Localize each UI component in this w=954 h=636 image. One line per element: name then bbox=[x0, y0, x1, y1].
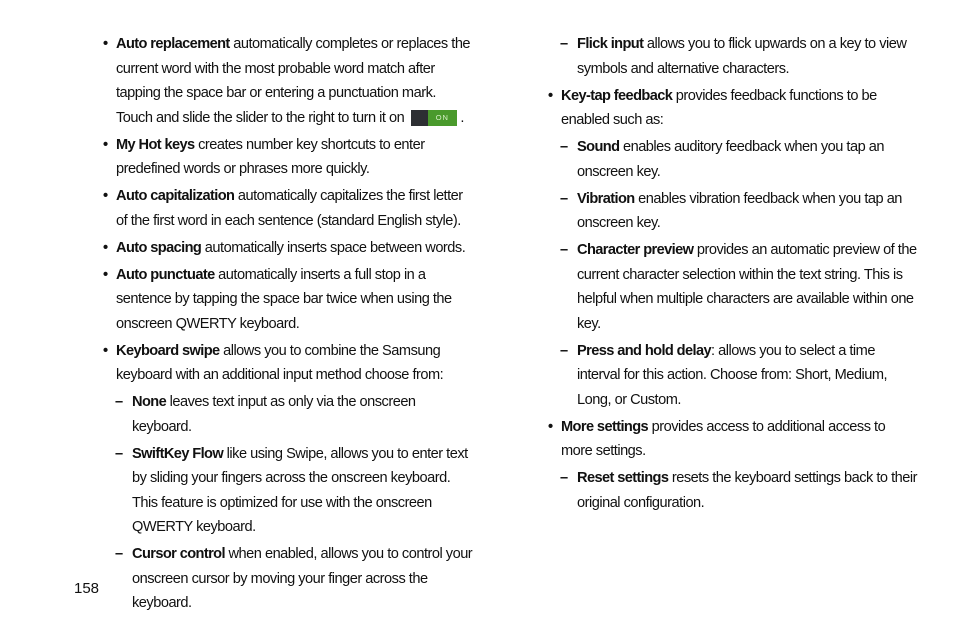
item-term: My Hot keys bbox=[116, 136, 195, 153]
sub-list-item bbox=[548, 238, 918, 336]
list-item bbox=[548, 415, 918, 464]
list-item bbox=[103, 32, 473, 130]
page-number: 158 bbox=[74, 580, 100, 597]
sub-list-item bbox=[103, 442, 473, 540]
item-term: Auto spacing bbox=[116, 239, 202, 256]
sub-list-item bbox=[103, 390, 473, 439]
right-column bbox=[548, 32, 918, 518]
item-term: Auto replacement bbox=[116, 36, 230, 52]
item-term: Cursor control bbox=[132, 546, 225, 562]
item-term: Character preview bbox=[577, 242, 694, 258]
item-text: provides access to additional access to more settings. bbox=[561, 418, 886, 459]
item-term: Press and hold delay bbox=[577, 342, 711, 359]
list-item bbox=[103, 133, 473, 182]
item-term: Reset settings bbox=[577, 470, 669, 486]
sub-list-item bbox=[103, 542, 473, 616]
item-term: Vibration bbox=[577, 190, 635, 207]
item-text: creates number key shortcuts to enter predefined words or phrases more quickly. bbox=[116, 136, 425, 177]
left-column bbox=[103, 32, 473, 618]
item-text: like using Swipe, allows you to enter text by sliding your fingers across the onscreen keyboard. This feature is optimized for use with the onscreen QWERTY keyboard. bbox=[132, 445, 468, 535]
item-text: automatically inserts space between words. bbox=[201, 239, 466, 256]
item-text: allows you to flick upwards on a key to view symbols and alternative characters. bbox=[577, 36, 907, 77]
item-text: resets the keyboard settings back to their original configuration. bbox=[577, 470, 917, 511]
item-term: None bbox=[132, 394, 167, 410]
sub-list-item bbox=[548, 339, 918, 413]
item-text: : allows you to select a time interval for this action. Choose from: Short, Medium, Long, or Custom. bbox=[577, 342, 888, 408]
toggle-label: ON bbox=[428, 110, 457, 126]
item-text: automatically capitalizes the first letter of the first word in each sentence (standard English style). bbox=[116, 188, 463, 229]
item-text: automatically inserts a full stop in a sentence by tapping the space bar twice when using the onscreen QWERTY keyboard. bbox=[116, 266, 452, 332]
sub-list-item bbox=[548, 187, 918, 236]
item-text: provides feedback functions to be enabled such as: bbox=[561, 87, 877, 128]
item-text: provides an automatic preview of the current character selection within the text string. This is helpful when multiple characters are available within one key. bbox=[577, 242, 917, 332]
on-toggle-icon bbox=[411, 110, 457, 126]
item-term: Flick input bbox=[577, 36, 644, 52]
item-term: Auto capitalization bbox=[116, 188, 235, 204]
sub-list-item bbox=[548, 32, 918, 81]
item-term: Keyboard swipe bbox=[116, 342, 220, 359]
item-text: allows you to combine the Samsung keyboard with an additional input method choose from: bbox=[116, 342, 444, 383]
item-text: enables auditory feedback when you tap an onscreen key. bbox=[577, 139, 884, 180]
sub-list-item bbox=[548, 466, 918, 515]
sub-list-item bbox=[548, 135, 918, 184]
list-item bbox=[103, 339, 473, 388]
item-text: automatically completes or replaces the current word with the most probable word match after tapping the space bar or entering a punctuation mark. Touch and slide the slider to the right to turn it on bbox=[116, 36, 471, 126]
item-text: enables vibration feedback when you tap an onscreen key. bbox=[577, 190, 902, 231]
item-text: when enabled, allows you to control your onscreen cursor by moving your finger across the keyboard. bbox=[132, 546, 473, 611]
list-item bbox=[103, 236, 473, 261]
item-text-end: . bbox=[460, 109, 464, 126]
item-text: leaves text input as only via the onscreen keyboard. bbox=[132, 394, 416, 435]
item-term: SwiftKey Flow bbox=[132, 445, 224, 462]
list-item bbox=[103, 184, 473, 233]
list-item bbox=[103, 263, 473, 337]
item-term: Key-tap feedback bbox=[561, 87, 673, 104]
item-term: Auto punctuate bbox=[116, 266, 215, 283]
item-term: Sound bbox=[577, 139, 620, 155]
list-item bbox=[548, 84, 918, 133]
item-term: More settings bbox=[561, 418, 649, 435]
